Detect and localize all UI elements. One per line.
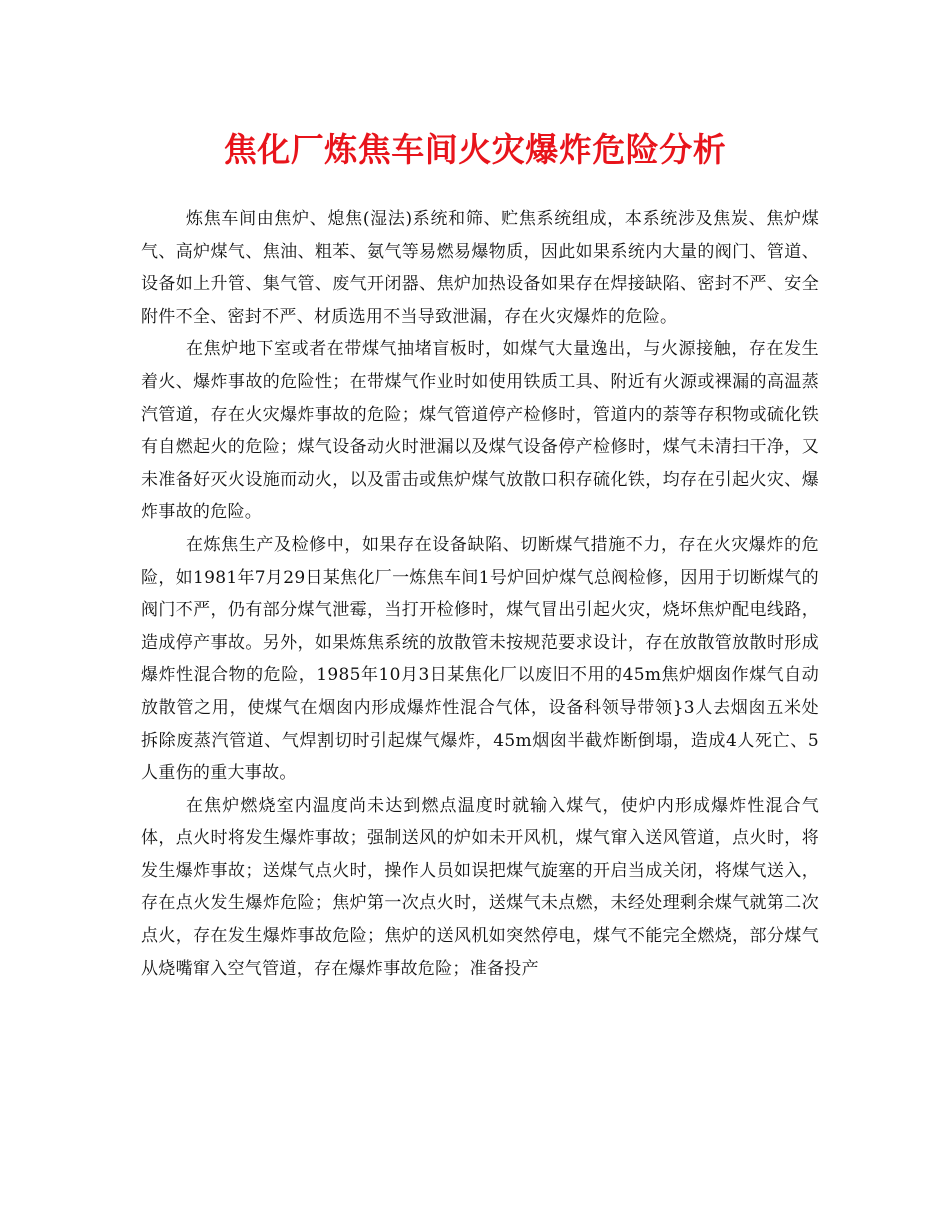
paragraph-2: 在焦炉地下室或者在带煤气抽堵盲板时，如煤气大量逸出，与火源接触，存在发生着火、爆炸事故的危险性；在带煤气作业时如使用铁质工具、附近有火源或裸漏的高温蒸汽管道，存在火灾爆炸事故的危险；煤气管道停产检修时，管道内的萘等存积物或硫化铁有自燃起火的危险；煤气设备动火时泄漏以及煤气设备停产检修时，煤气未清扫干净，又未准备好灭火设施而动火，以及雷击或焦炉煤气放散口积存硫化铁，均存在引起火灾、爆炸事故的危险。 — [141, 339, 819, 523]
page-title: 焦化厂炼焦车间火灾爆炸危险分析 — [223, 130, 727, 169]
paragraph-1: 炼焦车间由焦炉、熄焦(湿法)系统和筛、贮焦系统组成，本系统涉及焦炭、焦炉煤气、高炉煤气、焦油、粗苯、氨气等易燃易爆物质，因此如果系统内大量的阀门、管道、设备如上升管、集气管、废气开闭器、焦炉加热设备如果存在焊接缺陷、密封不严、安全附件不全、密封不严、材质选用不当导致泄漏，存在火灾爆炸的危险。 — [141, 209, 819, 327]
paragraph-3: 在炼焦生产及检修中，如果存在设备缺陷、切断煤气措施不力，存在火灾爆炸的危险，如1981年7月29日某焦化厂一炼焦车间1号炉回炉煤气总阀检修，因用于切断煤气的阀门不严，仍有部分煤气泄霉，当打开检修时，煤气冒出引起火灾，烧坏焦炉配电线路，造成停产事故。另外，如果炼焦系统的放散管未按规范要求设计，存在放散管放散时形成爆炸性混合物的危险，1985年10月3日某焦化厂以废旧不用的45m焦炉烟囱作煤气自动放散管之用，使煤气在烟囱内形成爆炸性混合气体，设备科领导带领}3人去烟囱五米处拆除废蒸汽管道、气焊割切时引起煤气爆炸，45m烟囱半截炸断倒塌，造成4人死亡、5人重伤的重大事故。 — [141, 534, 819, 784]
document-body — [141, 203, 819, 985]
paragraph-4: 在焦炉燃烧室内温度尚未达到燃点温度时就输入煤气，使炉内形成爆炸性混合气体，点火时将发生爆炸事故；强制送风的炉如未开风机，煤气窜入送风管道，点火时，将发生爆炸事故；送煤气点火时，操作人员如误把煤气旋塞的开启当成关闭，将煤气送入，存在点火发生爆炸危险；焦炉第一次点火时，送煤气未点燃，未经处理剩余煤气就第二次点火，存在发生爆炸事故危险；焦炉的送风机如突然停电，煤气不能完全燃烧，部分煤气从烧嘴窜入空气管道，存在爆炸事故危险；准备投产 — [141, 795, 819, 979]
